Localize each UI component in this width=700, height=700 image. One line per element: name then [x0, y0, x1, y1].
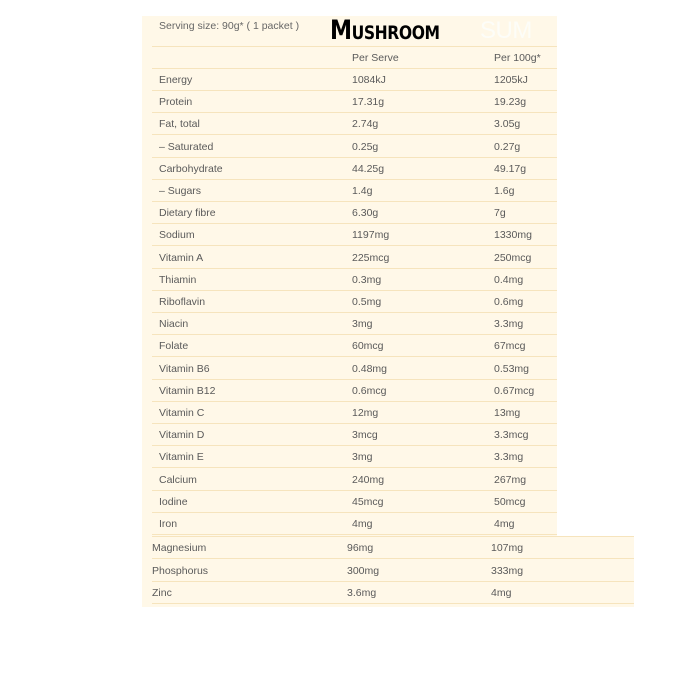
per-100g-value: 0.4mg [494, 273, 524, 286]
per-100g-value: 7g [494, 207, 506, 220]
per-100g-value: 1.6g [494, 185, 515, 197]
nutrient-name: Vitamin B6 [159, 362, 210, 375]
table-row [152, 247, 557, 269]
per-100g-value: 3.05g [494, 118, 521, 131]
per-serve-value: 0.5mg [352, 296, 382, 308]
per-100g-value: 3.3mcg [494, 429, 529, 442]
table-row [152, 537, 634, 559]
per-serve-value: 0.25g [352, 140, 379, 153]
table-row [152, 424, 557, 446]
column-header-per-serve: Per Serve [352, 52, 399, 64]
per-100g-value: 0.27g [494, 140, 521, 153]
nutrient-name: Protein [159, 96, 193, 109]
table-row [152, 202, 557, 224]
per-serve-value: 3mcg [352, 429, 378, 442]
nutrient-name: Phosphorus [152, 564, 209, 577]
per-serve-value: 3mg [352, 318, 373, 331]
per-100g-value: 333mg [491, 564, 524, 577]
per-serve-value: 12mg [352, 407, 379, 419]
table-row [152, 69, 557, 91]
per-serve-value: 17.31g [352, 96, 385, 109]
table-row [152, 582, 634, 604]
per-serve-value: 3.6mg [347, 587, 377, 599]
per-serve-value: 3mg [352, 451, 373, 464]
nutrient-name: Niacin [159, 318, 189, 331]
per-100g-value: 4mg [494, 518, 515, 530]
per-serve-value: 0.48mg [352, 362, 388, 375]
per-serve-value: 2.74g [352, 118, 379, 131]
per-100g-value: 0.53mg [494, 362, 530, 375]
per-100g-value: 0.6mg [494, 296, 524, 308]
table-row [152, 358, 557, 380]
nutrient-name: Zinc [152, 587, 172, 599]
per-serve-value: 0.3mg [352, 273, 382, 286]
table-row [152, 269, 557, 291]
per-100g-value: 13mg [494, 407, 521, 419]
nutrient-name: Vitamin B12 [159, 384, 216, 397]
serving-size: Serving size: 90g* ( 1 packet ) [159, 20, 300, 32]
nutrient-name: Energy [159, 74, 193, 86]
per-100g-value: 107mg [491, 542, 524, 554]
per-100g-value: 67mcg [494, 340, 526, 353]
per-100g-value: 49.17g [494, 162, 527, 175]
per-serve-value: 0.6mcg [352, 384, 387, 397]
table-row [152, 491, 557, 513]
per-serve-value: 225mcg [352, 251, 390, 264]
nutrient-name: Vitamin E [159, 451, 204, 464]
brand-main: Mushroom [330, 15, 440, 46]
per-100g-value: 50mcg [494, 495, 526, 508]
table-row [152, 402, 557, 424]
per-100g-value: 3.3mg [494, 318, 524, 331]
table-row [152, 180, 557, 202]
nutrient-name: – Saturated [159, 140, 214, 153]
per-100g-value: 3.3mg [494, 451, 524, 464]
table-row [152, 91, 557, 113]
table-row [152, 158, 557, 180]
brand-faded: SUM [480, 17, 532, 44]
per-100g-value: 0.67mcg [494, 384, 535, 397]
per-100g-value: 250mcg [494, 251, 532, 264]
nutrient-name: Sodium [159, 229, 195, 242]
table-row [152, 446, 557, 468]
nutrient-name: Carbohydrate [159, 162, 223, 175]
per-serve-value: 4mg [352, 518, 373, 530]
table-row [152, 113, 557, 135]
nutrient-name: Vitamin A [159, 251, 204, 264]
nutrition-panel [142, 16, 557, 536]
per-serve-value: 60mcg [352, 340, 384, 353]
column-header-row [152, 47, 557, 69]
table-row [152, 313, 557, 335]
column-header-per-100g: Per 100g* [494, 52, 541, 64]
per-serve-value: 44.25g [352, 162, 385, 175]
per-serve-value: 300mg [347, 564, 380, 577]
table-row [152, 560, 634, 582]
brand-title [330, 15, 532, 46]
table-row [152, 291, 557, 313]
per-serve-value: 1084kJ [352, 74, 386, 86]
table-row [152, 469, 557, 491]
nutrient-name: Magnesium [152, 542, 207, 554]
nutrient-name: Thiamin [159, 273, 197, 286]
table-row [152, 380, 557, 402]
nutrient-name: Vitamin D [159, 429, 205, 442]
table-row [152, 224, 557, 246]
per-serve-value: 96mg [347, 542, 374, 554]
per-serve-value: 6.30g [352, 207, 379, 220]
table-row [152, 513, 557, 535]
nutrient-name: Iron [159, 518, 178, 530]
nutrition-panel-extra [142, 536, 634, 607]
nutrient-name: – Sugars [159, 185, 202, 197]
per-serve-value: 1.4g [352, 185, 373, 197]
per-serve-value: 45mcg [352, 495, 384, 508]
nutrient-name: Folate [159, 340, 189, 353]
nutrient-name: Riboflavin [159, 296, 206, 308]
nutrient-name: Vitamin C [159, 407, 205, 419]
table-row [152, 335, 557, 357]
nutrient-name: Iodine [159, 495, 188, 508]
per-100g-value: 19.23g [494, 96, 527, 109]
table-row [152, 136, 557, 158]
nutrient-name: Fat, total [159, 118, 200, 131]
nutrient-name: Dietary fibre [159, 207, 216, 220]
per-100g-value: 1330mg [494, 229, 532, 242]
nutrient-name: Calcium [159, 473, 197, 486]
per-100g-value: 4mg [491, 587, 512, 599]
per-serve-value: 1197mg [352, 229, 390, 242]
per-100g-value: 1205kJ [494, 74, 528, 86]
per-100g-value: 267mg [494, 473, 527, 486]
per-serve-value: 240mg [352, 473, 385, 486]
